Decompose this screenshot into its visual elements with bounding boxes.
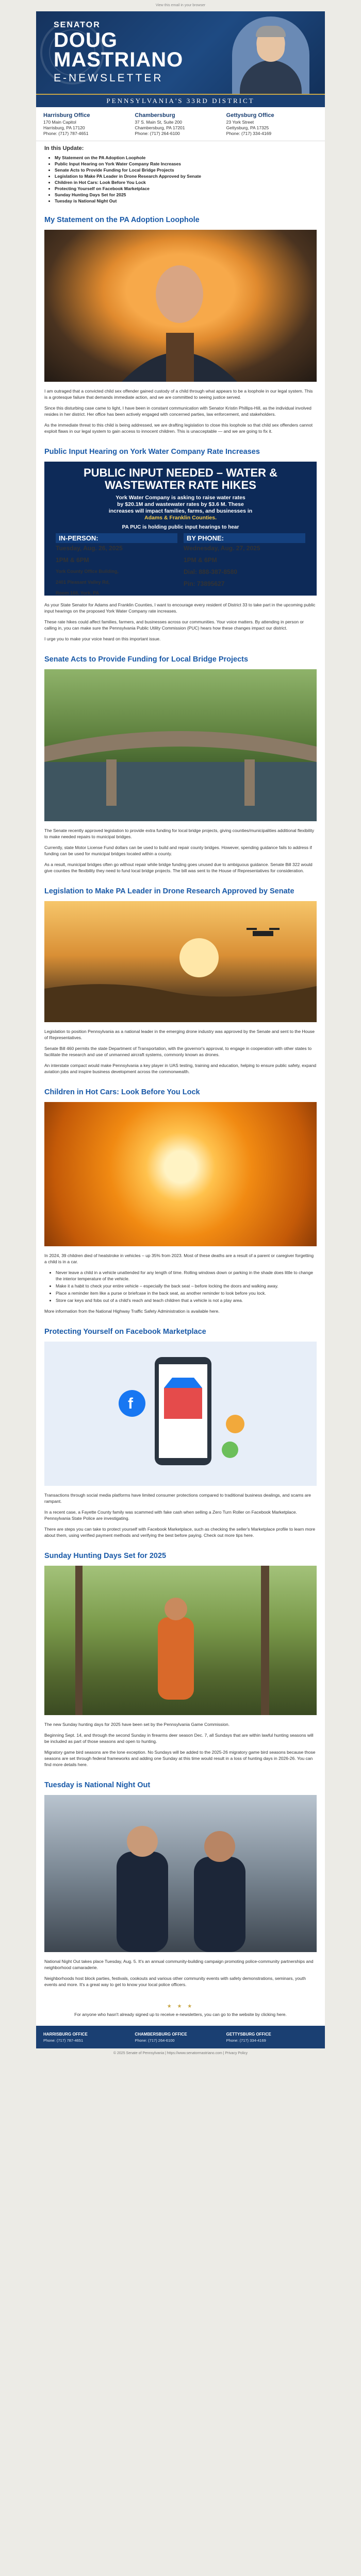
stars-icon: ★ ★ ★ [167,2004,194,2009]
section-hot-cars: Children in Hot Cars: Look Before You Lock In 2024, 39 children died of heatstroke in vehicles – up 35% from 2023. Most of these deaths are a result of a parent or caregiver forgetting a child is in a car. • Never leave a child in a vehicle unattended for any length of time. Rolling windows down or parking in the shade does little to change the interior temperature of the vehicle. • Make it a habit to check your entire vehicle – especially the back seat – before locking the doors and walking away. • Place a reminder item like a purse or briefcase in the back seat, as another reminder to look before you lock. • Store car keys and fobs out of a child's reach and teach children that a vehicle is not a play area. More information from the National Highway Traffic Safety Administration is available here. [36,1082,325,1322]
toc-item[interactable]: • Children in Hot Cars: Look Before You Lock [55,179,317,185]
svg-text:f: f [128,1395,133,1412]
name-last: MASTRIANO [54,48,184,71]
section-title: Protecting Yourself on Facebook Marketplace [44,1328,206,1336]
header-banner [36,11,325,94]
by-phone-details: BY PHONE: Wednesday, Aug. 27, 2025 1PM & 6PM Dial: 888-387-8580 Pin: 73895627 [180,533,308,596]
section-title: Sunday Hunting Days Set for 2025 [44,1552,167,1560]
footer-office-gettysburg: GETTYSBURG OFFICE Phone: (717) 334-4169 [226,2032,271,2043]
office-list [36,107,325,141]
senator-photo [232,16,309,94]
enewsletter-label: E-NEWSLETTER [54,72,163,84]
marketplace-illustration [44,1342,317,1486]
section-drone-research: Legislation to Make PA Leader in Drone Research Approved by Senate Legislation to position Pennsylvania as a national leader in the emerging drone industry was approved by the Senate and sent to the House of Representatives. Senate Bill 460 permits the state Department of Transportation, with the governor's approval, to engage in cooperation with other states to facilitate the research and use of unmanned aircraft systems, commonly known as drones. An interstate compact would make Pennsylvania a key player in UAS testing, training and education, helping to ensure public safety, expand aviation jobs and inspire business development across the commonwealth. [44,887,317,1074]
senator-label: SENATOR [54,21,101,29]
section-national-night-out: Tuesday is National Night Out National Night Out takes place Tuesday, Aug. 5. It's an annual community-building campaign promoting police-community partnerships and neighborhood camaraderie. Neighborhoods host block parties, festivals, cookouts and various other community events with safety demonstrations, seminars, youth events and more. It's a great way to get to know your local police officers. [36,1775,325,1995]
senator-at-podium-photo [44,230,317,382]
puc-hearing-flyer: PUBLIC INPUT NEEDED – WATER & WASTEWATER RATE HIKES York Water Company is asking to raise water rates by $20.1M and wastewater rates by $3.6 M. These increases will impact families, farms, and businesses in Adams & Franklin Counties. PA PUC is holding public input hearings to hear IN-PERSON: Tuesday, Aug. 26, 2025 1PM & 6PM York County Office Building, 2401 Pleasant Valley Rd, Room 168, York, PA BY PHONE: Wednesday, Aug. 27, 2025 1PM & 6PM Dial: 888-387-8580 Pin: 73895627 [44,462,317,596]
office-harrisburg: Harrisburg Office 170 Main Capitol Harrisburg, PA 17120 Phone: (717) 787-4651 [43,112,90,136]
section-adoption-loophole: My Statement on the PA Adoption Loophole I am outraged that a convicted child sex offender gained custody of a child through what appears to be a loophole in our legal system. This is a grotesque failure that demands immediate action, and we are committed to seeing justice served. Since this disturbing case came to light, I have been in constant communication with Senator Kristin Phillips-Hill, as the individual involved resides in her district. Her office has been actively engaged with concerned parties, law enforcement, and stakeholders. As the immediate threat to this child is being addressed, we are drafting legislation to close this loophole so that child sex offenders cannot exploit flaws in our legal system to gain access to innocent children. This is unacceptable — and we are going to fix it. [36,210,325,442]
hot-sun-photo [44,1102,317,1246]
section-title: Public Input Hearing on York Water Company Rate Increases [44,448,260,456]
in-person-details: IN-PERSON: Tuesday, Aug. 26, 2025 1PM & 6PM York County Office Building, 2401 Pleasant Valley Rd, Room 168, York, PA [53,533,180,596]
toc-item[interactable]: • Sunday Hunting Days Set for 2025 [55,192,317,198]
section-title: Senate Acts to Provide Funding for Local Bridge Projects [44,655,249,664]
view-in-browser[interactable]: View this email in your browser [0,0,361,11]
toc-item[interactable]: • Protecting Yourself on Facebook Marketplace [55,185,317,192]
footer-office-chambersburg: CHAMBERSBURG OFFICE Phone: (717) 264-6100 [135,2032,187,2043]
in-this-update: In this Update: • My Statement on the PA Adoption Loophole • Public Input Hearing on York Water Company Rate Increases • Senate Acts to Provide Funding for Local Bridge Projects • Legislation to Make PA Leader in Drone Research Approved by Senate • Children in Hot Cars: Look Before You Lock • Protecting Yourself on Facebook Marketplace • Sunday Hunting Days Set for 2025 • Tuesday is National Night Out [36,141,325,210]
section-york-water: Public Input Hearing on York Water Company Rate Increases PUBLIC INPUT NEEDED – WATER & WASTEWATER RATE HIKES York Water Company is asking to raise water rates by $20.1M and wastewater rates by $3.6 M. These increases will impact families, farms, and businesses in Adams & Franklin Counties. PA PUC is holding public input hearings to hear IN-PERSON: Tuesday, Aug. 26, 2025 1PM & 6PM York County Office Building, 2401 Pleasant Valley Rd, Room 168, York, PA BY PHONE: Wednesday, Aug. 27, 2025 1PM & 6PM Dial: 888-387-8580 Pin: 73895627 As your State Senator for Adams and Franklin Counties, I want to encourage every resident of District 33 to take part in the upcoming public input hearings on the proposed York Water Company rate increases. These rate hikes could affect families, farmers, and businesses across our communities. Your voice matters. By attending in person or calling in, you can make sure the Pennsylvania Public Utility Commission (PUC) hears how these changes impact our district. I urge you to make your voice heard on this important issue. [36,442,325,650]
office-chambersburg: Chambersburg 37 S. Main St, Suite 200 Chambersburg, PA 17201 Phone: (717) 264-6100 [135,112,185,136]
section-title: Children in Hot Cars: Look Before You Lock [44,1088,200,1096]
toc-item[interactable]: • My Statement on the PA Adoption Loophole [55,155,317,161]
police-officers-photo [44,1795,317,1952]
signup-note: ★ ★ ★ For anyone who hasn't already signed up to receive e-newsletters, you can go to the website by clicking here. [36,1995,325,2026]
toc-item[interactable]: • Senate Acts to Provide Funding for Local Bridge Projects [55,167,317,173]
section-bridge-funding: Senate Acts to Provide Funding for Local Bridge Projects The Senate recently approved legislation to provide extra funding for local bridge projects, giving counties/municipalities additional flexibility to make needed repairs to municipal bridges. Currently, state Motor License Fund dollars can be used to build and repair county bridges. However, spending guidance fails to address if funding can be used for municipal bridges located within a county. As a result, municipal bridges often go without repair while bridge funding goes unused due to ambiguous guidance. Senate Bill 322 would give counties the flexibility they need to fund local bridge projects. The bill was sent to the House of Representatives for consideration. [36,650,325,882]
drone-field-photo [44,901,317,1022]
district-bar: PENNSYLVANIA'S 33RD DISTRICT [36,94,325,107]
section-title: Tuesday is National Night Out [44,1781,151,1789]
toc-item[interactable]: • Public Input Hearing on York Water Company Rate Increases [55,161,317,167]
newsletter [36,11,325,2048]
footer-office-harrisburg: HARRISBURG OFFICE Phone: (717) 787-4651 [43,2032,88,2043]
copyright: © 2025 Senate of Pennsylvania | https://www.senatormastriano.com | Privacy Policy [0,2048,361,2064]
section-title: Legislation to Make PA Leader in Drone Research Approved by Senate [44,887,294,895]
section-sunday-hunting: Sunday Hunting Days Set for 2025 The new Sunday hunting days for 2025 have been set by the Pennsylvania Game Commission. Beginning Sept. 14, and through the second Sunday in firearms deer season Dec. 7, all Sundays that are within lawful hunting seasons will be included as part of those seasons and open to hunting. Migratory game bird seasons are the lone exception. No Sundays will be added to the 2025-26 migratory game bird seasons because those seasons are set through federal frameworks and adding one Sunday at this time would result in a loss of hunting days in 2026-26. You can find more details here. [36,1546,325,1775]
section-title: My Statement on the PA Adoption Loophole [44,216,200,224]
hunting-forest-photo [44,1566,317,1715]
toc-item[interactable]: • Legislation to Make PA Leader in Drone Research Approved by Senate [55,173,317,179]
name-first: DOUG [54,29,118,52]
footer [36,2026,325,2048]
toc-item[interactable]: • Tuesday is National Night Out [55,198,317,204]
section-facebook-marketplace: Protecting Yourself on Facebook Marketplace f Transactions through social media platforms have limited consumer protections compared to traditional business dealings, and scams are rampant. In a recent case, a Fayette County family was scammed with fake cash when selling a Zero Turn Roller on Facebook Marketplace. Pennsylvania State Police are investigating. There are steps you can take to protect yourself with Facebook Marketplace, such as checking the seller's Marketplace profile to learn more about them, using verified payment methods and verifying the best before paying. Check out more tips here. [36,1322,325,1546]
office-gettysburg: Gettysburg Office 23 York Street Gettysburg, PA 17325 Phone: (717) 334-4169 [226,112,274,136]
bridge-photo [44,669,317,821]
